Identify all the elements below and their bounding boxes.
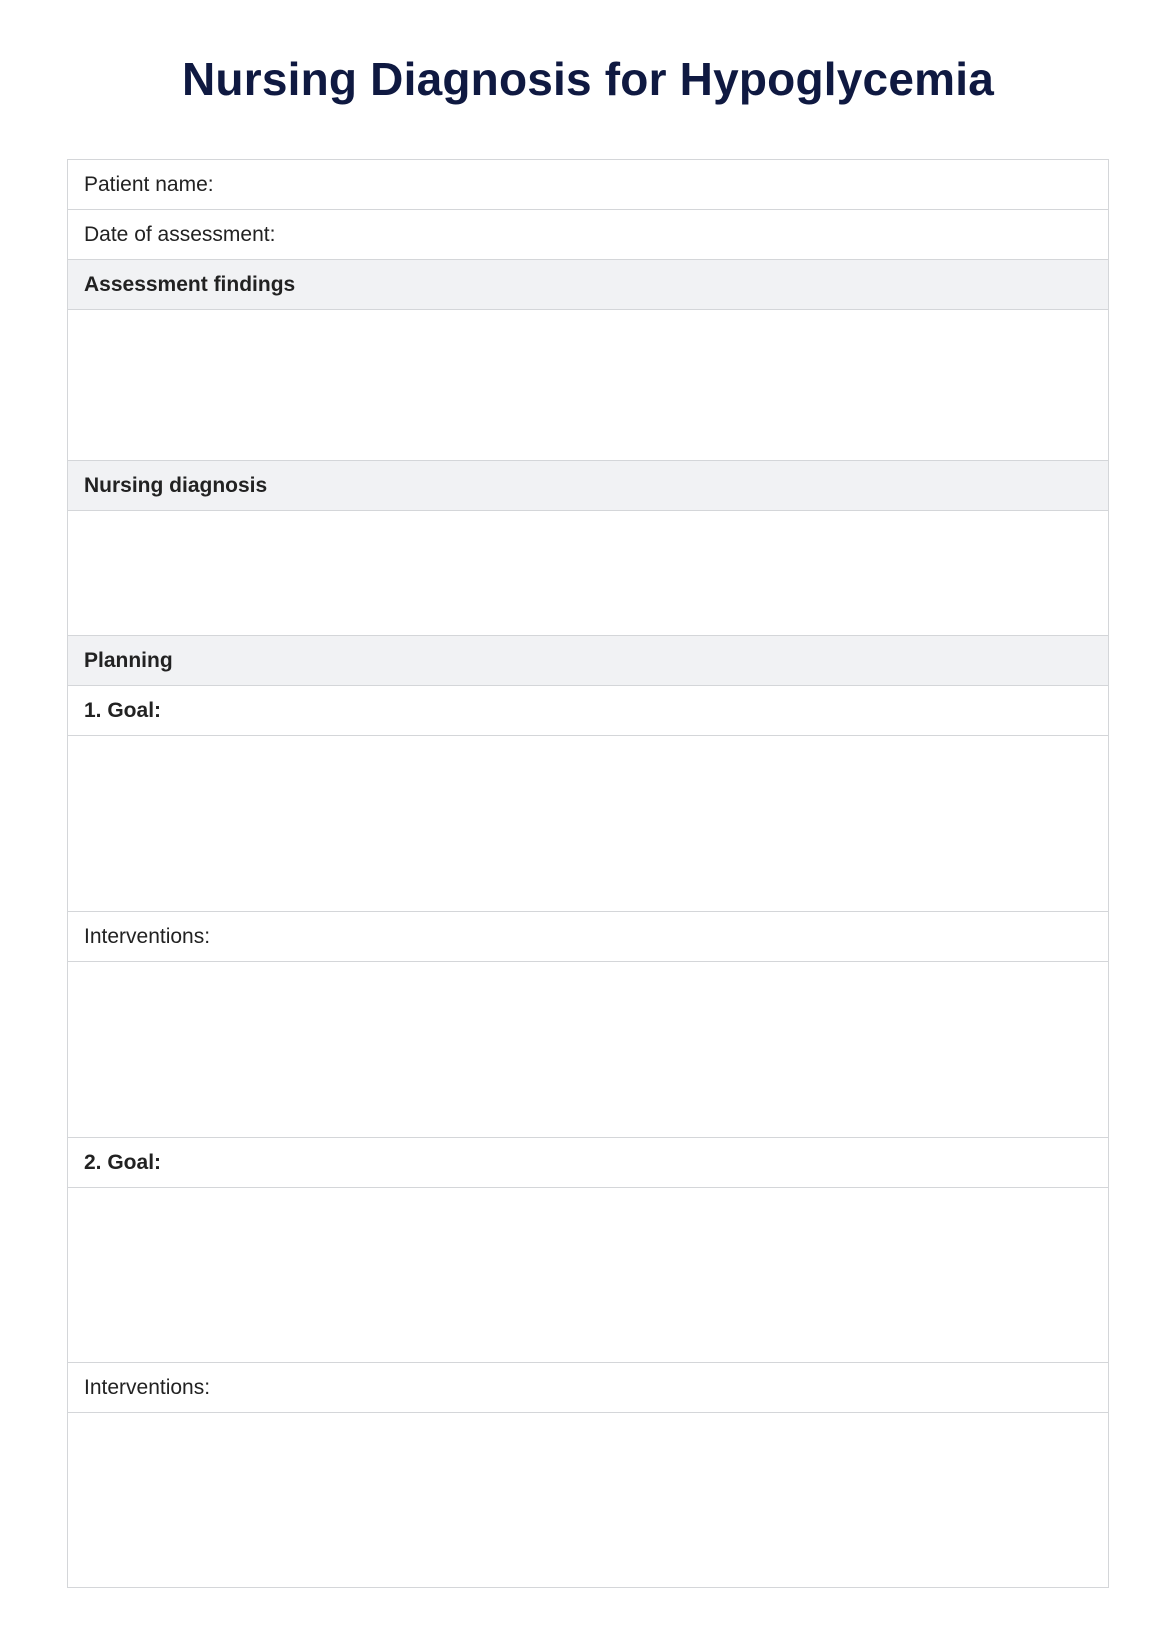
- goal-2-label: 2. Goal:: [84, 1150, 162, 1174]
- nursing-diagnosis-form: [67, 159, 1109, 1588]
- interventions-2-label: Interventions:: [84, 1375, 211, 1399]
- date-of-assessment-row[interactable]: [68, 210, 1108, 260]
- interventions-1-row: [68, 912, 1108, 962]
- planning-header: [68, 636, 1108, 686]
- goal-2-row: [68, 1138, 1108, 1188]
- interventions-1-label: Interventions:: [84, 924, 211, 948]
- nursing-diagnosis-header: [68, 461, 1108, 511]
- goal-1-row: [68, 686, 1108, 736]
- patient-name-row[interactable]: [68, 160, 1108, 210]
- goal-2-field[interactable]: [68, 1188, 1108, 1363]
- interventions-2-field[interactable]: [68, 1413, 1108, 1587]
- patient-name-label: Patient name:: [84, 172, 214, 196]
- assessment-findings-header: [68, 260, 1108, 310]
- page-title: Nursing Diagnosis for Hypoglycemia: [182, 53, 994, 105]
- nursing-diagnosis-heading: Nursing diagnosis: [84, 473, 268, 497]
- date-of-assessment-label: Date of assessment:: [84, 222, 276, 246]
- assessment-findings-heading: Assessment findings: [84, 272, 296, 296]
- nursing-diagnosis-field[interactable]: [68, 511, 1108, 636]
- goal-1-label: 1. Goal:: [84, 698, 162, 722]
- assessment-findings-field[interactable]: [68, 310, 1108, 461]
- interventions-1-field[interactable]: [68, 962, 1108, 1138]
- goal-1-field[interactable]: [68, 736, 1108, 912]
- planning-heading: Planning: [84, 648, 173, 672]
- interventions-2-row: [68, 1363, 1108, 1413]
